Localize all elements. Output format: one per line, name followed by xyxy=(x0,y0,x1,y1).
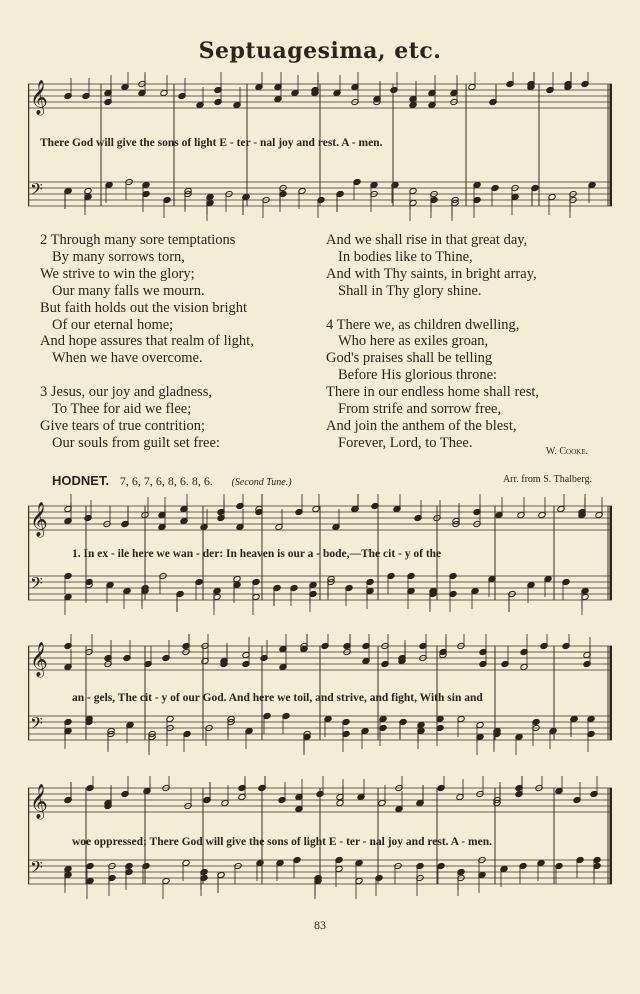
verse-line: And we shall rise in that great day, xyxy=(326,232,528,248)
verse-line: And with Thy saints, in bright array, xyxy=(326,265,537,282)
verse-line: There in our endless home shall rest, xyxy=(326,384,540,401)
verse-line: Give tears of true contrition; xyxy=(40,417,206,434)
bass-clef-icon: 𝄢 xyxy=(30,857,43,881)
verse-line: But faith holds out the vision bright xyxy=(40,299,248,316)
verse-line: Before His glorious throne: xyxy=(338,367,498,384)
verse-line: Our many falls we mourn. xyxy=(52,282,205,299)
tune-note: (Second Tune.) xyxy=(231,477,292,488)
tune-heading xyxy=(52,473,592,489)
page-number: 83 xyxy=(314,918,326,932)
hymn-title: Septuagesima, etc. xyxy=(198,38,442,64)
verse-line xyxy=(40,367,254,384)
verse-line: God's praises shall be telling xyxy=(326,350,493,367)
system-lyric: an - gels, The cit - y of our God. And here we toil, and strive, and fight, With sin and xyxy=(72,692,483,704)
bass-clef-icon: 𝄢 xyxy=(30,179,43,203)
bass-clef-icon: 𝄢 xyxy=(30,713,43,737)
verse-line: Forever, Lord, to Thee. xyxy=(338,434,473,451)
verse-line: Who here as exiles groan, xyxy=(338,333,489,350)
verse-line: 4 There we, as children dwelling, xyxy=(326,316,520,333)
verse-line: By many sorrows torn, xyxy=(52,248,185,265)
verse-line: Shall in Thy glory shine. xyxy=(338,282,482,299)
verse-line: 2 Through many sore temptations xyxy=(40,232,236,248)
bass-clef-icon: 𝄢 xyxy=(30,573,43,597)
verse-line: To Thee for aid we flee; xyxy=(52,401,192,418)
treble-clef-icon: 𝄞 xyxy=(30,784,48,819)
verse-line xyxy=(326,300,539,317)
verses-left-column xyxy=(40,232,254,452)
treble-clef-icon: 𝄞 xyxy=(30,642,48,677)
verse-line: When we have overcome. xyxy=(52,350,203,367)
verses-right-column xyxy=(326,232,539,452)
verse-line: And hope assures that realm of light, xyxy=(40,333,254,350)
verse-line: And join the anthem of the blest, xyxy=(326,417,517,434)
verse-author: W. Cooke. xyxy=(545,446,588,457)
treble-clef-icon: 𝄞 xyxy=(30,502,48,537)
treble-clef-icon: 𝄞 xyxy=(30,80,48,115)
verse-line: From strife and sorrow free, xyxy=(338,401,502,418)
system-lyric: There God will give the sons of light E - ter - nal joy and rest. A - men. xyxy=(40,137,383,149)
verse-line: We strive to win the glory; xyxy=(40,265,195,282)
verse-line: 3 Jesus, our joy and gladness, xyxy=(40,384,212,401)
system-lyric: 1. In ex - ile here we wan - der: In heaven is our a - bode,—The cit - y of the xyxy=(72,548,442,560)
system-lyric: woe oppressed; There God will give the sons of light E - ter - nal joy and rest. A - men. xyxy=(72,836,492,848)
tune-arranger: Arr. from S. Thalberg. xyxy=(502,474,592,485)
verse-line: In bodies like to Thine, xyxy=(338,248,473,265)
verse-line: Of our eternal home; xyxy=(52,316,174,333)
tune-meter: 7, 6, 7, 6, 8, 6. 8, 6. xyxy=(119,474,213,488)
tune-name: HODNET. xyxy=(52,473,110,488)
verse-line: Our souls from guilt set free: xyxy=(52,434,220,451)
